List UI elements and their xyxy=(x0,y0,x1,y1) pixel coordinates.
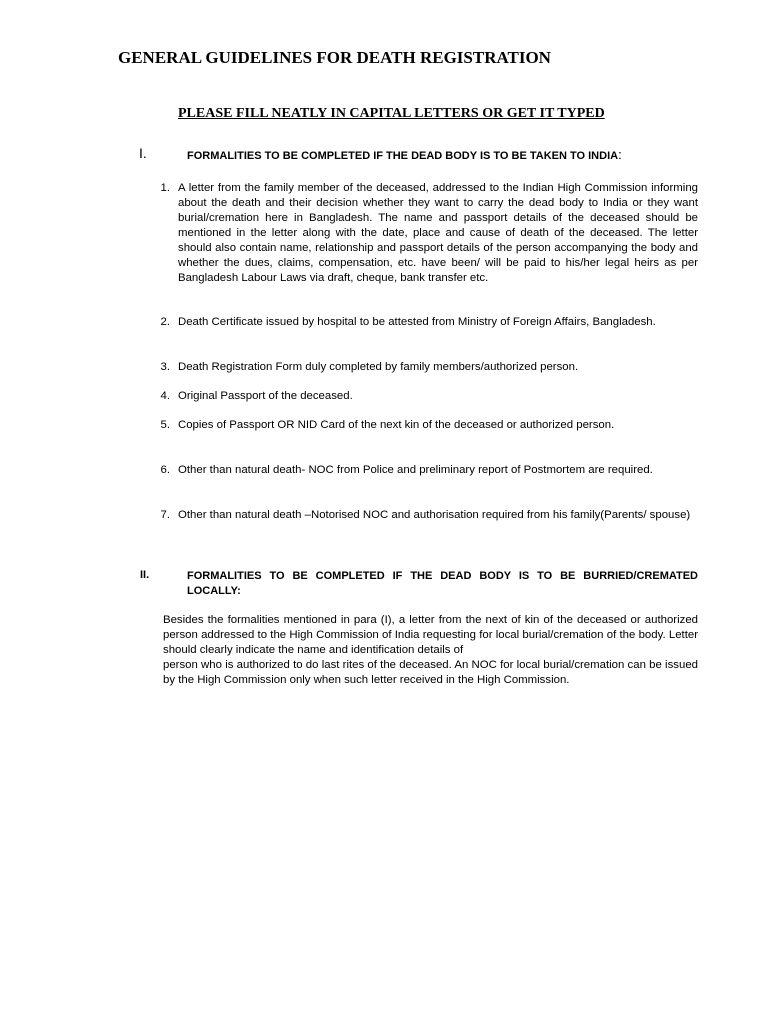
list-item-number: 5. xyxy=(160,419,170,431)
list-item-text: A letter from the family member of the deceased, addressed to the Indian High Commission informing about the death and their decision whether they want to carry the dead body to India or they want burial/cremation here in Bangladesh. The name and passport details of the deceased should be mentioned in the letter along with the date, place and cause of death of the deceased. The letter should also contain name, relationship and passport details of the person accompanying the body and whether the dues, claims, compensation, etc. have been/ will be paid to his/her legal heirs as per Bangladesh Labour Laws via draft, cheque, bank transfer etc. xyxy=(178,182,698,284)
list-item-number: 6. xyxy=(160,464,170,476)
section-2-paragraph-line: person who is authorized to do last rites of the deceased. An NOC for local burial/cremation can be issued by the High Commission only when such letter received in the High Commission. xyxy=(163,659,698,686)
list-item-text: Copies of Passport OR NID Card of the next kin of the deceased or authorized person. xyxy=(178,419,615,431)
list-item-number: 3. xyxy=(160,361,170,373)
list-item-text: Other than natural death- NOC from Police and preliminary report of Postmortem are required. xyxy=(178,464,653,476)
section-1-heading xyxy=(187,147,622,162)
section-2-paragraph xyxy=(163,613,698,688)
list-item-number: 2. xyxy=(160,316,170,328)
section-1-heading-text: FORMALITIES TO BE COMPLETED IF THE DEAD BODY IS TO BE TAKEN TO INDIA xyxy=(187,150,619,162)
section-2-heading: FORMALITIES TO BE COMPLETED IF THE DEAD BODY IS TO BE BURRIED/CREMATED LOCALLY: xyxy=(187,570,698,597)
section-1-heading-colon: : xyxy=(618,147,622,162)
list-item-number: 1. xyxy=(160,182,170,194)
list-item-text: Death Registration Form duly completed by family members/authorized person. xyxy=(178,361,579,373)
list-item-text: Other than natural death –Notorised NOC and authorisation required from his family(Parents/ spouse) xyxy=(178,509,691,521)
document-title: GENERAL GUIDELINES FOR DEATH REGISTRATION xyxy=(118,48,551,67)
list-item-text: Death Certificate issued by hospital to be attested from Ministry of Foreign Affairs, Bangladesh. xyxy=(178,316,656,328)
section-1-number: I. xyxy=(139,145,147,161)
document-subtitle: PLEASE FILL NEATLY IN CAPITAL LETTERS OR GET IT TYPED xyxy=(178,106,605,121)
section-2-paragraph-line: Besides the formalities mentioned in para (I), a letter from the next of kin of the deceased or authorized person addressed to the High Commission of India requesting for local burial/cremation of the body. Letter should clearly indicate the name and identification details of xyxy=(163,614,698,656)
list-item-number: 7. xyxy=(160,509,170,521)
list-item-number: 4. xyxy=(160,390,170,402)
list-item-text: Original Passport of the deceased. xyxy=(178,390,353,402)
section-2-number: II. xyxy=(140,569,150,581)
